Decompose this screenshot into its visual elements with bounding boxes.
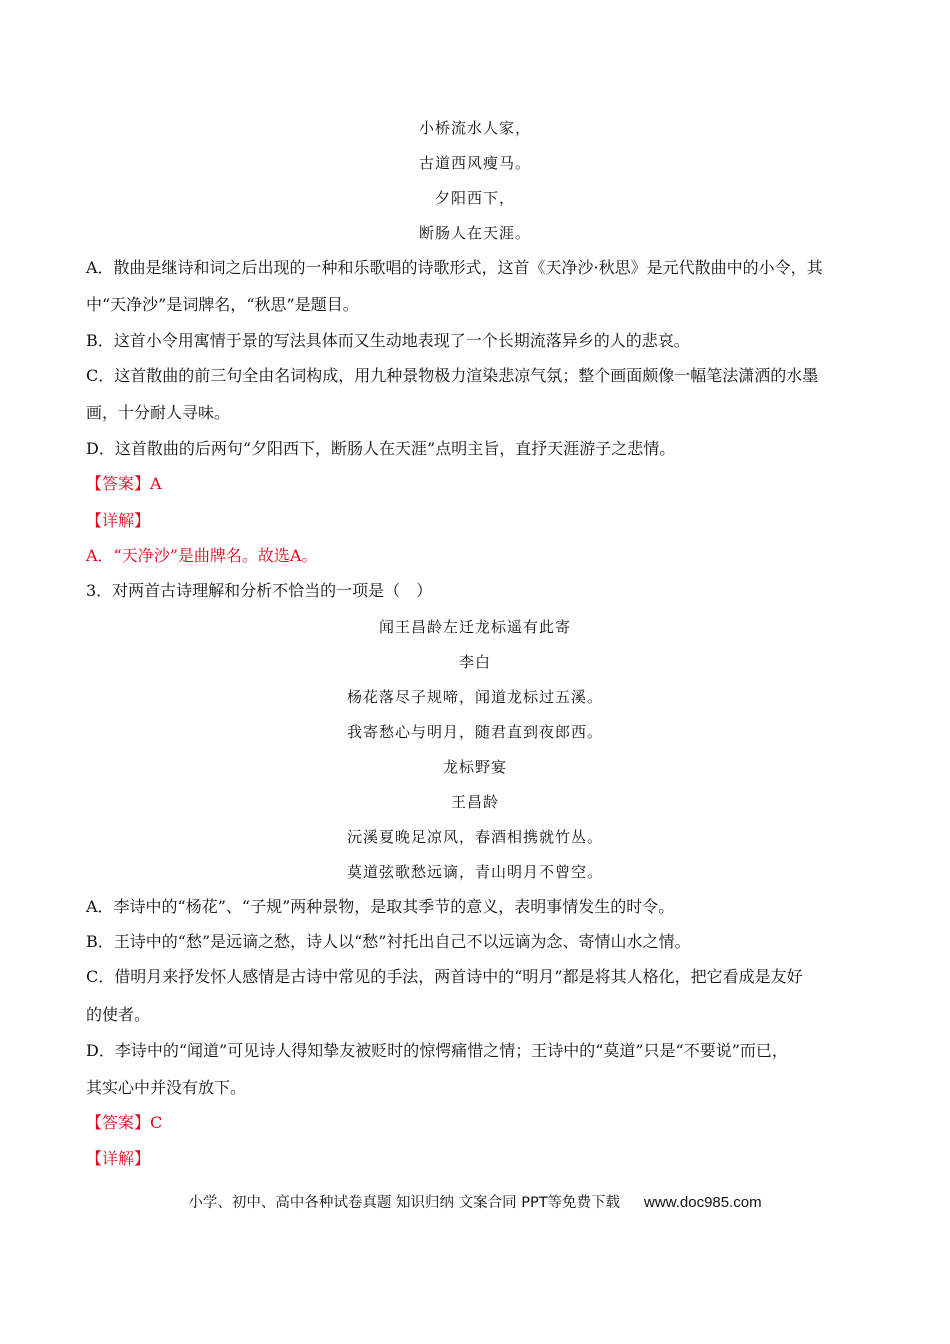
q2-detail-label: 【详解】 (86, 511, 151, 530)
q3-option-c-line1: C．借明月来抒发怀人感情是古诗中常见的手法，两首诗中的“明月”都是将其人格化，把它看成是友好 (86, 967, 803, 986)
q3-detail-label: 【详解】 (86, 1149, 151, 1168)
footer (0, 1191, 950, 1212)
footer-site-link[interactable]: www.doc985.com (644, 1194, 762, 1211)
poem-line: 古道西风瘦马。 (418, 154, 531, 172)
poem-line: 我寄愁心与明月，随君直到夜郎西。 (346, 723, 603, 741)
poem-b-author: 王昌龄 (450, 793, 499, 811)
q3-answer: 【答案】C (86, 1113, 163, 1132)
q2-option-c-line1: C．这首散曲的前三句全由名词构成，用九种景物极力渲染悲凉气氛；整个画面颇像一幅笔法潇洒的水墨 (86, 366, 819, 385)
q2-explanation: A．“天净沙”是曲牌名。故选A。 (86, 546, 318, 565)
poem-line: 杨花落尽子规啼，闻道龙标过五溪。 (346, 688, 603, 706)
q2-option-c-line2: 画，十分耐人寻味。 (86, 403, 231, 422)
q3-option-b: B．王诗中的“愁”是远谪之愁，诗人以“愁”衬托出自己不以远谪为念、寄情山水之情。 (86, 932, 691, 951)
q2-option-a-line2: 中“天净沙”是词牌名，“秋思”是题目。 (86, 295, 359, 314)
q3-option-d-line1: D．李诗中的“闻道”可见诗人得知挚友被贬时的惊愕痛惜之情；王诗中的“莫道”只是“不要说”而已， (86, 1041, 788, 1060)
q2-option-b: B．这首小令用寓情于景的写法具体而又生动地表现了一个长期流落异乡的人的悲哀。 (86, 331, 690, 350)
q3-stem: 3．对两首古诗理解和分析不恰当的一项是（ ） (86, 581, 433, 600)
poem-line: 夕阳西下， (434, 189, 515, 207)
q3-option-d-line2: 其实心中并没有放下。 (86, 1078, 247, 1097)
poem-line: 小桥流水人家， (418, 119, 531, 137)
q2-option-a-line1: A．散曲是继诗和词之后出现的一种和乐歌唱的诗歌形式，这首《天净沙·秋思》是元代散曲中的小令，其 (86, 258, 823, 277)
q2-option-d: D．这首散曲的后两句“夕阳西下，断肠人在天涯”点明主旨，直抒天涯游子之悲情。 (86, 439, 676, 458)
q2-answer: 【答案】A (86, 474, 162, 493)
poem-a-title: 闻王昌龄左迁龙标遥有此寄 (378, 618, 571, 636)
poem-a-author: 李白 (458, 653, 491, 671)
poem-b-title: 龙标野宴 (442, 758, 507, 776)
poem-line: 沅溪夏晚足凉风，春酒相携就竹丛。 (346, 828, 603, 846)
poem-line: 莫道弦歌愁远谪，青山明月不曾空。 (346, 863, 603, 881)
footer-text: 小学、初中、高中各种试卷真题 知识归纳 文案合同 PPT等免费下载 (188, 1195, 621, 1211)
q3-option-c-line2: 的使者。 (86, 1005, 151, 1024)
poem-line: 断肠人在天涯。 (418, 224, 531, 242)
q3-option-a: A．李诗中的“杨花”、“子规”两种景物，是取其季节的意义，表明事情发生的时令。 (86, 897, 675, 916)
